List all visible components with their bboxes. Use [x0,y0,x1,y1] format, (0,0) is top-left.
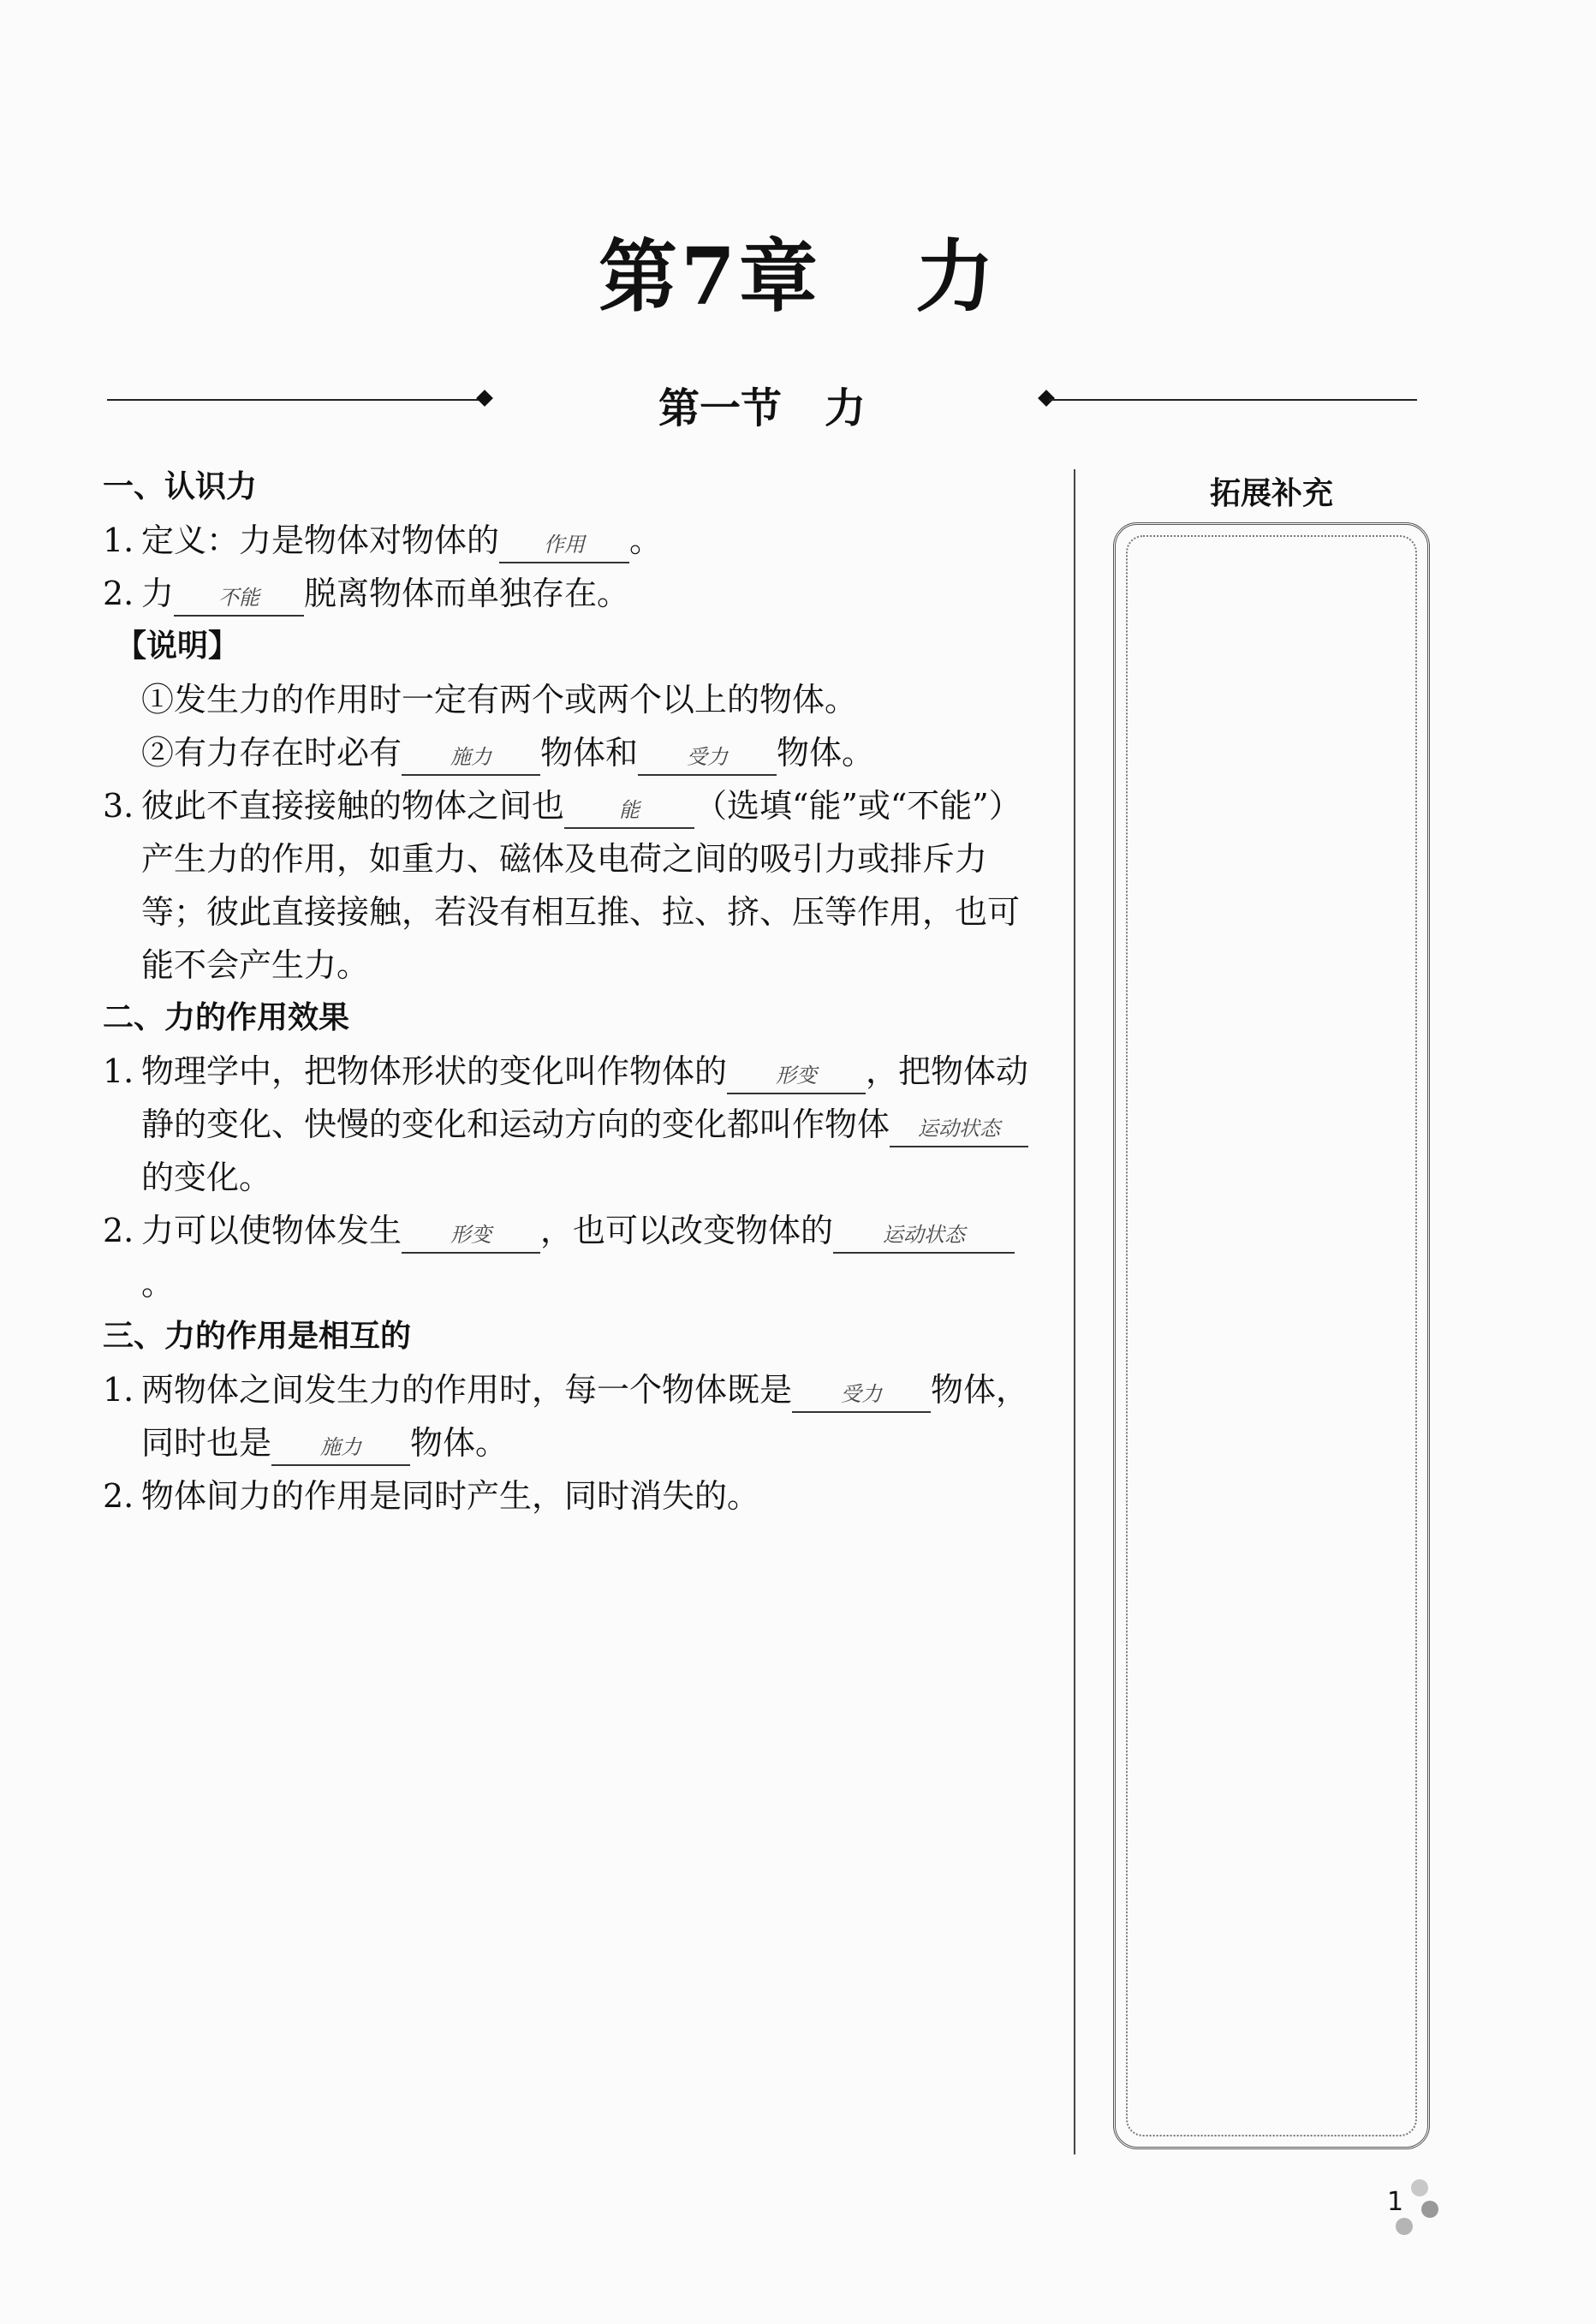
section-header [107,375,1417,432]
answer-blank[interactable]: 运动状态 [833,1218,1015,1254]
main-content [103,461,1045,1523]
item-number: 2. [103,575,134,612]
item-text: 物理学中，把物体形状的变化叫作物体的 [141,1052,728,1090]
answer-blank[interactable]: 形变 [402,1218,540,1254]
item-text: 物体。 [777,734,875,772]
item-number: 1. [103,1052,134,1090]
item-text: ，也可以改变物体的 [540,1212,834,1249]
note-title: 【说明】 [116,629,240,664]
item-number: 1. [103,521,134,559]
chapter-number: 第7章 [598,230,821,323]
answer-blank[interactable]: 不能 [174,581,304,617]
item-number: 1. [103,1371,134,1409]
item-text: 定义：力是物体对物体的 [141,521,500,559]
column-divider [1074,469,1075,2154]
chapter-topic: 力 [915,230,998,323]
item-text: ②有力存在时必有 [141,734,402,772]
item-text: 力 [141,575,175,612]
section-number: 第一节 [658,384,782,432]
answer-blank[interactable]: 作用 [499,527,629,563]
hexagon-decoration-icon [1396,2218,1413,2235]
sidebar-notes-box[interactable] [1113,522,1430,2149]
part2-heading: 二、力的作用效果 [103,1000,350,1035]
answer-blank[interactable]: 施力 [402,740,540,776]
item-number: 3. [103,787,134,825]
item-text: 。 [629,521,663,559]
sidebar-title: 拓展补充 [1209,476,1333,511]
item-text: 脱离物体而单独存在。 [304,575,630,612]
divider-right [1049,399,1417,401]
item-number: 2. [103,1477,134,1515]
item-text: 物体，同时也是 [141,1371,1029,1462]
hexagon-decoration-icon [1421,2201,1438,2218]
item-text: 物体和 [540,734,639,772]
part2-item2 [103,1204,1045,1310]
section-topic: 力 [825,384,866,432]
chapter-title [0,214,1596,327]
part2-item1 [103,1045,1045,1204]
item-text: 物体间力的作用是同时产生，同时消失的。 [141,1477,760,1515]
answer-blank[interactable]: 运动状态 [890,1111,1028,1147]
answer-blank[interactable]: 形变 [727,1058,866,1094]
note-line1: ①发生力的作用时一定有两个或两个以上的物体。 [141,681,858,718]
part1-heading: 一、认识力 [103,469,258,504]
page-number: 1 [1387,2187,1404,2217]
section-title [107,375,1417,434]
note-line2 [103,726,1045,779]
part1-item1 [103,514,1045,567]
answer-blank[interactable]: 受力 [792,1377,931,1413]
part3-item1 [103,1363,1045,1469]
item-text: 力可以使物体发生 [141,1212,402,1249]
item-text: ，把物体动静的变化、快慢的变化和运动方向的变化都叫作物体 [141,1052,1029,1143]
item-text: 的变化。 [141,1159,272,1196]
item-number: 2. [103,1212,134,1249]
part3-heading: 三、力的作用是相互的 [103,1319,412,1354]
part3-item2 [103,1469,1045,1523]
item-text: 。 [141,1265,175,1302]
item-text: 物体。 [410,1424,509,1462]
part1-item2 [103,567,1045,620]
item-text: 彼此不直接接触的物体之间也 [141,787,565,825]
answer-blank[interactable]: 能 [564,793,694,829]
item-text: （选填“能”或“不能”）产生力的作用，如重力、磁体及电荷之间的吸引力或排斥力等；彼此直接接触，若没有相互推、拉、挤、压等作用，也可能不会产生力。 [141,787,1021,984]
answer-blank[interactable]: 受力 [638,740,777,776]
item-text: 两物体之间发生力的作用时，每一个物体既是 [141,1371,793,1409]
hexagon-decoration-icon [1411,2179,1428,2196]
part1-item3 [103,779,1045,992]
answer-blank[interactable]: 施力 [271,1430,410,1466]
